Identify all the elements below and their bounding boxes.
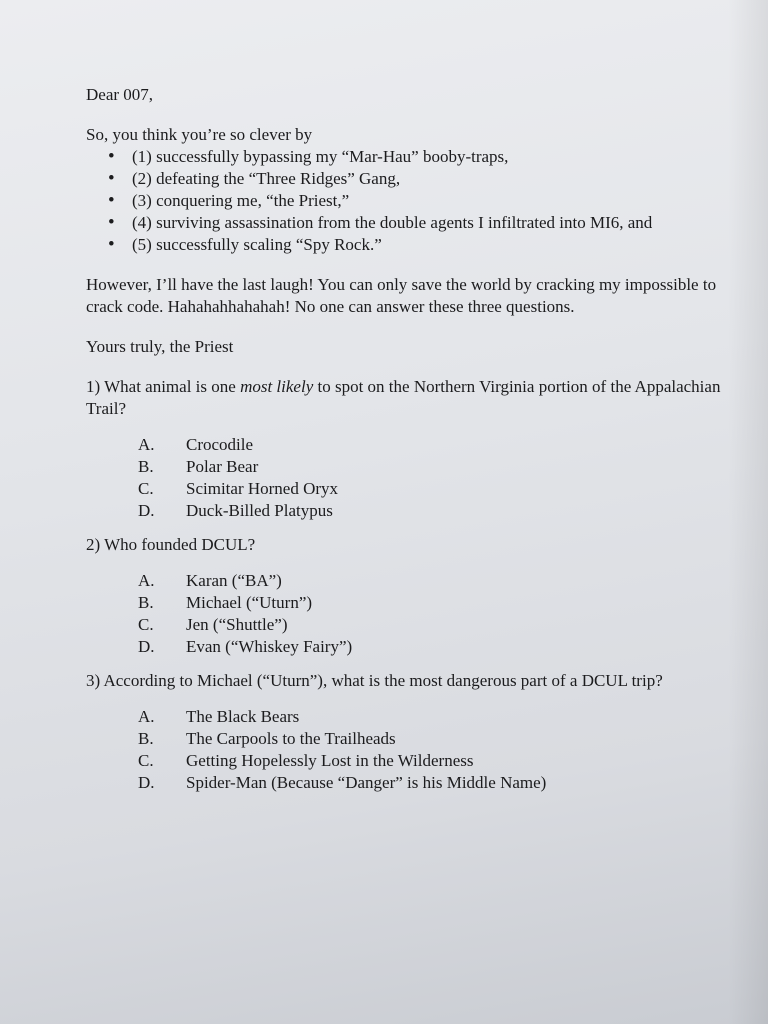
option-letter: A. xyxy=(138,707,155,726)
option-letter: C. xyxy=(138,751,154,770)
answer-option xyxy=(86,456,726,478)
bullet-item: • (5) successfully scaling “Spy Rock.” xyxy=(132,234,726,256)
answer-options xyxy=(86,570,726,658)
question-2 xyxy=(86,534,726,658)
question-prompt xyxy=(86,670,726,692)
option-letter: B. xyxy=(138,457,154,476)
prompt-text: 2) Who founded DCUL? xyxy=(86,535,256,554)
intro-line: So, you think you’re so clever by xyxy=(86,125,313,144)
answer-options xyxy=(86,706,726,794)
option-letter: D. xyxy=(138,637,155,656)
option-text: Getting Hopelessly Lost in the Wilderness xyxy=(186,751,474,770)
letter-body xyxy=(86,84,726,806)
answer-option xyxy=(86,570,726,592)
bullet-item: • (1) successfully bypassing my “Mar-Hau” booby-traps, xyxy=(132,146,726,168)
option-letter: C. xyxy=(138,615,154,634)
accomplishments-list xyxy=(86,146,726,256)
answer-option xyxy=(86,434,726,456)
question-3 xyxy=(86,670,726,794)
option-letter: A. xyxy=(138,571,155,590)
option-text: Evan (“Whiskey Fairy”) xyxy=(186,637,353,656)
answer-option xyxy=(86,728,726,750)
signoff: Yours truly, the Priest xyxy=(86,337,234,356)
option-text: Michael (“Uturn”) xyxy=(186,593,313,612)
option-letter: B. xyxy=(138,593,154,612)
question-prompt xyxy=(86,376,726,420)
option-text: Spider-Man (Because “Danger” is his Middle Name) xyxy=(186,773,547,792)
prompt-emphasis: most likely xyxy=(240,377,314,396)
option-letter: B. xyxy=(138,729,154,748)
bullet-item: • (4) surviving assassination from the double agents I infiltrated into MI6, and xyxy=(132,212,726,234)
bullet-item: • (3) conquering me, “the Priest,” xyxy=(132,190,726,212)
answer-option xyxy=(86,614,726,636)
bullet-item: • (2) defeating the “Three Ridges” Gang, xyxy=(132,168,726,190)
answer-option xyxy=(86,636,726,658)
option-text: Polar Bear xyxy=(186,457,259,476)
option-letter: A. xyxy=(138,435,155,454)
option-text: Karan (“BA”) xyxy=(186,571,282,590)
option-text: Duck-Billed Platypus xyxy=(186,501,333,520)
answer-option xyxy=(86,772,726,794)
option-text: The Black Bears xyxy=(186,707,300,726)
greeting: Dear 007, xyxy=(86,85,154,104)
option-text: Crocodile xyxy=(186,435,254,454)
option-text: Jen (“Shuttle”) xyxy=(186,615,288,634)
question-prompt xyxy=(86,534,726,556)
answer-option xyxy=(86,478,726,500)
prompt-text: 3) According to Michael (“Uturn”), what is the most dangerous part of a DCUL trip? xyxy=(86,671,663,690)
option-letter: C. xyxy=(138,479,154,498)
prompt-text: to spot on the Northern Virginia portion of the Appalachian Trail? xyxy=(86,377,721,418)
answer-option xyxy=(86,750,726,772)
option-text: Scimitar Horned Oryx xyxy=(186,479,339,498)
answer-option xyxy=(86,706,726,728)
question-1 xyxy=(86,376,726,522)
answer-options xyxy=(86,434,726,522)
option-letter: D. xyxy=(138,501,155,520)
answer-option xyxy=(86,592,726,614)
option-letter: D. xyxy=(138,773,155,792)
option-text: The Carpools to the Trailheads xyxy=(186,729,396,748)
answer-option xyxy=(86,500,726,522)
taunt-paragraph: However, I’ll have the last laugh! You can only save the world by cracking my impossible to crack code. Hahahahhahahah! No one can answer these three questions. xyxy=(86,275,717,316)
prompt-text: 1) What animal is one xyxy=(86,377,241,396)
